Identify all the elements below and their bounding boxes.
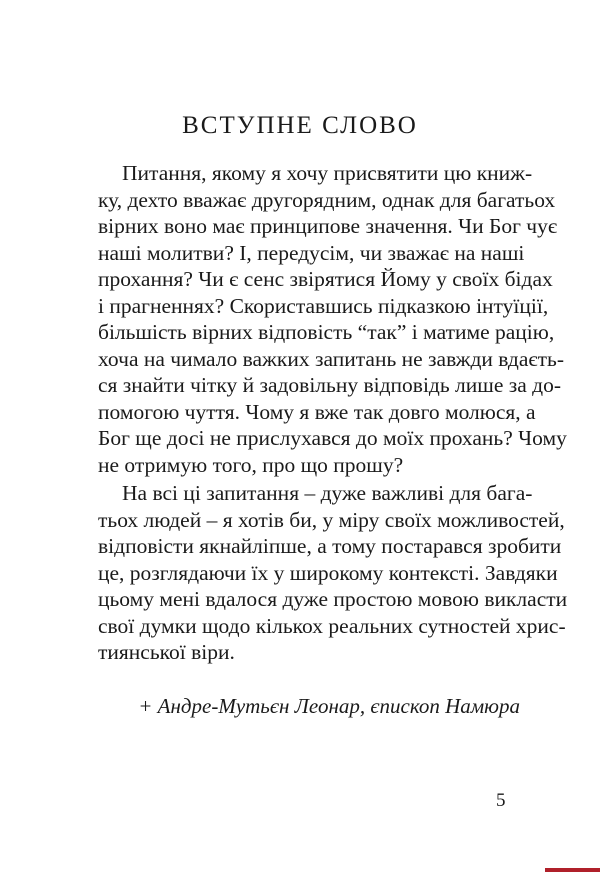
text-line: більшість вірних відповість “так” і матиме рацію, (98, 320, 555, 344)
text-line: помогою чуття. Чому я вже так довго молюся, а (98, 399, 536, 424)
text-line: це, розглядаючи їх у широкому контексті. Завдяки (98, 560, 558, 585)
text-line: прохання? Чи є сенс звірятися Йому у своїх бідах (98, 267, 553, 291)
text-line: На всі ці запитання – дуже важливі для бага- (122, 481, 533, 505)
text-line: ку, дехто вважає другорядним, однак для багатьох (98, 187, 556, 212)
page-edge-mark (545, 868, 600, 872)
text-line: і прагненнях? Скориставшись підказкою інтуїції, (98, 293, 549, 318)
paragraph (98, 480, 568, 666)
paragraph (98, 160, 567, 478)
text-line: хоча на чимало важких запитань не завжди вдаєть- (98, 346, 564, 371)
author-signature: + Андре-Мутьєн Леонар, єпископ Намюра (138, 694, 520, 718)
body-text (98, 160, 568, 666)
text-line: цьому мені вдалося дуже простою мовою викласти (98, 587, 568, 611)
text-line: відповісти якнайліпше, а тому постарався зробити (98, 534, 562, 558)
page-number: 5 (496, 790, 506, 811)
text-line: тьох людей – я хотів би, у міру своїх можливостей, (98, 507, 565, 532)
text-line: вірних воно має принципове значення. Чи Бог чує (98, 214, 558, 238)
text-line: Питання, якому я хочу присвятити цю книж- (122, 161, 533, 185)
text-line: свої думки щодо кількох реальних сутностей хрис- (98, 613, 566, 638)
text-line: наші молитви? І, передусім, чи зважає на наші (98, 240, 525, 265)
text-line: ся знайти чітку й задовільну відповідь лише за до- (98, 373, 562, 397)
text-line: Бог ще досі не прислухався до моїх прохань? Чому (98, 426, 567, 450)
chapter-title: ВСТУПНЕ СЛОВО (182, 112, 418, 139)
text-line: тиянської віри. (98, 640, 235, 664)
text-line: не отримую того, про що прошу? (98, 452, 404, 477)
